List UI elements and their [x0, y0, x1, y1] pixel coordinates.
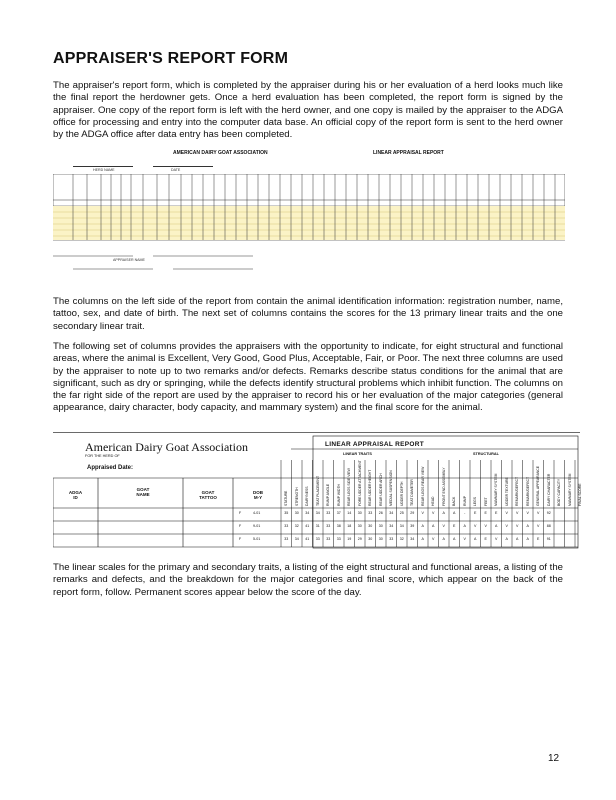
trait-header: DAIRYNESS: [305, 486, 309, 506]
score-cell: A: [442, 511, 445, 515]
structural-paragraph: The following set of columns provides the appraisers with the opportunity to indicate, for eight structural and functional areas, where the animal is Excellent, Very Good, Good Plus, Acceptable, Fair, or Poor. The next three columns are used by the appraiser to note up to two remarks and/or defects. Remarks describe status conditions for the animal that are significant, such as dry or springing, while the defects identify structural problems which inhibit function. The columns on the far right side of the report are used by the appraiser to record his or her evaluation of the major categories (general appearance, dairy character, body capacity, and mammary system) and the final score for the animal.: [53, 341, 563, 414]
score-cell: A: [453, 511, 456, 515]
trait-header: LEGS: [473, 496, 477, 506]
score-cell: 34: [389, 511, 394, 515]
score-cell: 30: [368, 537, 373, 541]
score-cell: A: [526, 537, 529, 541]
trait-header: TEAT DIAMETER: [410, 479, 414, 506]
score-cell: 91: [546, 537, 551, 541]
score-cell: 29: [410, 511, 415, 515]
row-date: 9-01: [253, 524, 261, 528]
score-cell: 30: [368, 524, 373, 528]
score-cell: 34: [410, 537, 415, 541]
row-sex: F: [239, 537, 242, 541]
form2-structural: STRUCTURAL: [473, 452, 499, 456]
score-cell: 33: [326, 524, 331, 528]
score-cell: 33: [326, 511, 331, 515]
score-cell: A: [421, 524, 424, 528]
score-cell: A: [432, 524, 435, 528]
trait-header: RUMP ANGLE: [326, 483, 330, 506]
score-cell: V: [484, 524, 487, 528]
score-cell: 30: [357, 524, 362, 528]
score-cell: V: [526, 511, 529, 515]
score-cell: 34: [399, 524, 404, 528]
col-dob: DOB M-Y: [253, 490, 263, 500]
score-cell: V: [474, 524, 477, 528]
score-cell: 19: [347, 537, 352, 541]
score-cell: A: [474, 537, 477, 541]
score-cell: 37: [336, 511, 341, 515]
score-cell: 33: [284, 537, 289, 541]
score-cell: 31: [315, 524, 320, 528]
form2-for-herd: FOR THE HERD OF: [85, 454, 120, 458]
col-goat-name: GOAT NAME: [136, 487, 150, 497]
score-cell: V: [442, 524, 445, 528]
score-cell: V: [432, 511, 435, 515]
score-cell: 32: [294, 524, 299, 528]
score-cell: A: [495, 524, 498, 528]
score-cell: 30: [357, 511, 362, 515]
score-cell: E: [495, 511, 498, 515]
score-cell: A: [421, 537, 424, 541]
score-cell: 39: [410, 524, 415, 528]
row-date: 5-01: [253, 537, 261, 541]
score-cell: V: [516, 524, 519, 528]
score-cell: 33: [389, 537, 394, 541]
form2-report-title: LINEAR APPRAISAL REPORT: [325, 441, 424, 448]
form2-appraised-date: Appraised Date:: [87, 465, 134, 471]
trait-header: TEAT PLACEMENT: [315, 475, 320, 506]
page-title: APPRAISER'S REPORT FORM: [53, 50, 289, 67]
score-cell: 34: [389, 524, 394, 528]
trait-header: DAIRY CHARACTER: [546, 473, 551, 506]
trait-header: RUMP: [462, 496, 467, 506]
page-number: 12: [548, 753, 560, 764]
score-cell: 88: [546, 524, 551, 528]
trait-header: STATURE: [284, 490, 288, 506]
trait-header: FEET: [483, 497, 488, 506]
trait-header: REAR UDDER HEIGHT: [368, 469, 372, 506]
score-cell: 33: [368, 511, 373, 515]
score-cell: 30: [294, 511, 299, 515]
trait-header: MAMMARY SYSTEM: [567, 473, 572, 506]
score-cell: A: [463, 524, 466, 528]
trait-header: REAR UDDER ARCH: [378, 473, 383, 506]
score-cell: 92: [546, 511, 551, 515]
form1-org: AMERICAN DAIRY GOAT ASSOCIATION: [173, 150, 268, 156]
linear-scales-paragraph: The linear scales for the primary and secondary traits, a listing of the eight structural and functional areas, a listing of the remarks and defects, and the breakdown for the major categories and final score, which appear on the back of the report form, follow. Permanent scores appear below the score of the day.: [53, 562, 563, 598]
form2-linear-traits: LINEAR TRAITS: [343, 452, 372, 456]
trait-header: STRENGTH: [294, 487, 299, 506]
trait-header: REMARK/DEFECT: [525, 476, 530, 506]
score-cell: V: [505, 524, 508, 528]
trait-header: REAR LEGS SIDE VIEW: [347, 468, 351, 506]
score-cell: A: [526, 524, 529, 528]
row-sex: F: [239, 511, 242, 515]
trait-header: REMARK/DEFECT: [515, 476, 519, 506]
row-sex: F: [239, 524, 242, 528]
score-cell: V: [537, 524, 540, 528]
score-cell: V: [516, 511, 519, 515]
trait-header: GENERAL APPEARANCE: [536, 465, 540, 506]
score-cell: 25: [399, 511, 404, 515]
form2-org: American Dairy Goat Association: [85, 440, 248, 454]
trait-header: HEAD: [431, 496, 435, 506]
score-cell: 41: [305, 537, 310, 541]
trait-header: RUMP WIDTH: [336, 484, 341, 506]
score-cell: 38: [336, 524, 341, 528]
score-cell: 18: [347, 524, 352, 528]
score-cell: 33: [315, 537, 320, 541]
score-cell: 32: [399, 537, 404, 541]
form1-appraiser-label: APPRAISER NAME: [113, 258, 145, 262]
score-cell: 34: [315, 511, 320, 515]
trait-header: REAR LEGS REAR VIEW: [420, 466, 425, 506]
trait-header: BODY CAPACITY: [557, 478, 561, 506]
score-cell: A: [505, 537, 508, 541]
score-cell: V: [537, 511, 540, 515]
score-cell: V: [495, 537, 498, 541]
score-cell: A: [442, 537, 445, 541]
blank-report-form: [53, 148, 565, 288]
score-cell: 30: [378, 524, 383, 528]
score-cell: -: [464, 511, 466, 515]
score-cell: 29: [357, 537, 362, 541]
score-cell: 33: [336, 537, 341, 541]
score-cell: 33: [284, 524, 289, 528]
score-cell: 30: [378, 537, 383, 541]
intro-paragraph: The appraiser's report form, which is completed by the appraiser during his or her evaluation of a herd looks much like the final report the herdowner gets. Once a herd evaluation has been completed, the report form is signed by the appraiser. One copy of the report form is left with the herd owner, and one copy is mailed by the appraiser to the ADGA office for processing and entry into the computer data base. An official copy of the report form is sent to the herd owner by the ADGA office after data entry has been completed.: [53, 80, 563, 141]
form1-herd-label: HERD NAME: [93, 168, 115, 172]
col-adga: ADGA ID: [68, 490, 83, 500]
score-cell: E: [453, 524, 456, 528]
row-date: 4-01: [253, 511, 261, 515]
columns-paragraph: The columns on the left side of the report from contain the animal identification information: registration number, name, tattoo, sex, and date of birth. The next set of columns contains the scores for the 13 primary linear traits and the one secondary linear trait.: [53, 296, 563, 332]
score-cell: E: [484, 511, 487, 515]
trait-header: MEDIAL SUSPENSION: [389, 470, 393, 506]
trait-header: FINAL SCORE: [578, 483, 582, 506]
score-cell: E: [484, 537, 487, 541]
trait-header: FORE UDDER ATTACHMENT: [357, 460, 362, 506]
form1-date-label: DATE: [171, 168, 181, 172]
trait-header: UDDER DEPTH: [399, 481, 404, 506]
score-cell: 34: [305, 511, 310, 515]
trait-header: UDDER TEXTURE: [504, 477, 509, 506]
trait-header: FRONT END ASSEMBLY: [441, 467, 446, 506]
score-cell: V: [432, 537, 435, 541]
sample-report-form: [53, 432, 580, 552]
score-cell: 34: [294, 537, 299, 541]
score-cell: 41: [305, 524, 310, 528]
score-cell: V: [505, 511, 508, 515]
score-cell: 26: [378, 511, 383, 515]
trait-header: BACK: [452, 496, 456, 506]
score-cell: A: [516, 537, 519, 541]
score-cell: 14: [347, 511, 352, 515]
trait-header: MAMMARY SYSTEM: [494, 473, 498, 506]
score-cell: E: [537, 537, 540, 541]
form1-report-title: LINEAR APPRAISAL REPORT: [373, 150, 444, 156]
score-cell: 33: [326, 537, 331, 541]
col-goat-tattoo: GOAT TATTOO: [199, 490, 217, 500]
score-cell: A: [453, 537, 456, 541]
score-cell: 35: [284, 511, 289, 515]
score-cell: E: [474, 511, 477, 515]
score-cell: V: [421, 511, 424, 515]
score-cell: V: [463, 537, 466, 541]
